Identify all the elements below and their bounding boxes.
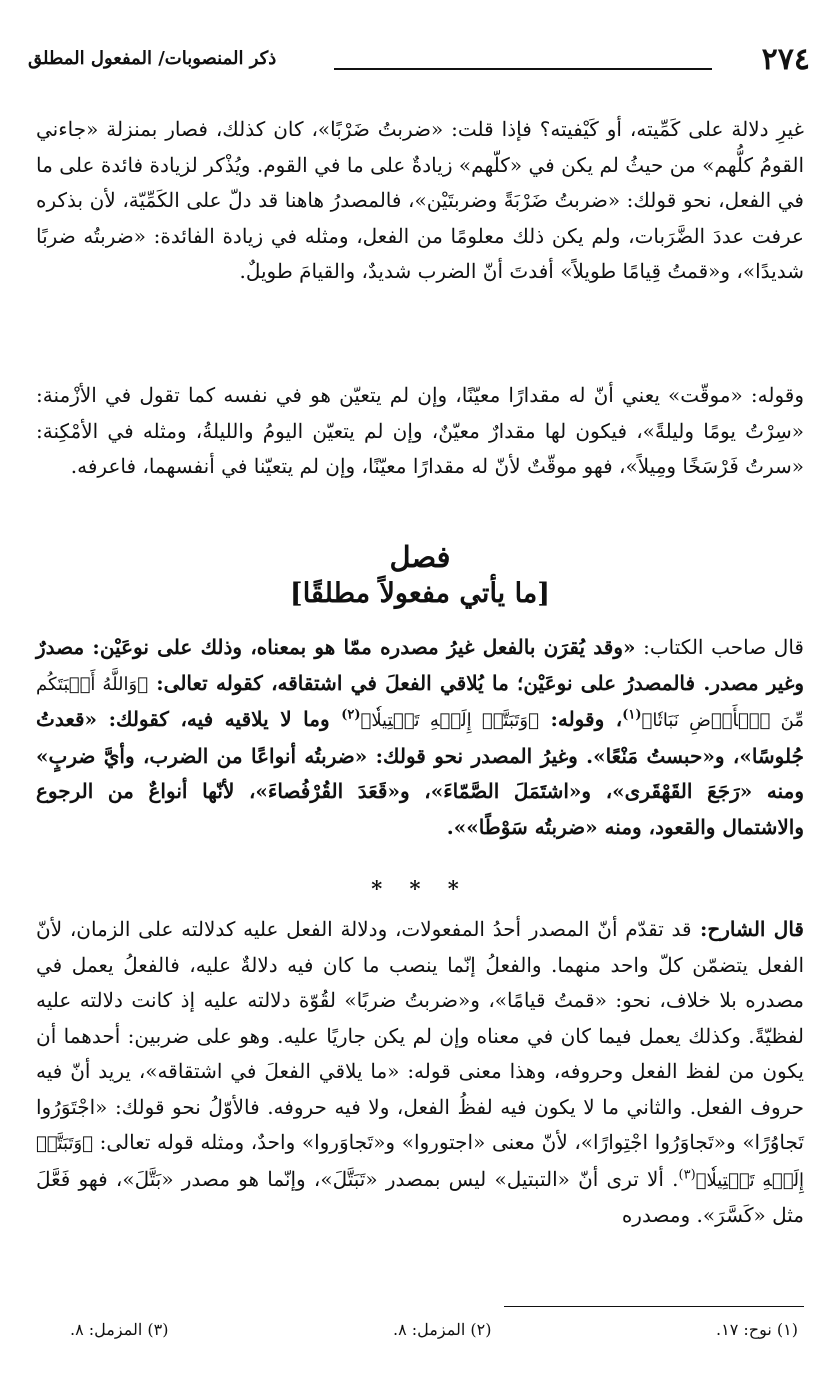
matn-text: ، وقوله: [538,707,623,731]
quran-verse: ﴿وَتَبَتَّلۡ إِلَيۡهِ تَبۡتِيلٗا﴾ [36,1133,804,1191]
footnote-ref: (٢) [341,707,361,723]
matn-paragraph [36,630,804,866]
quran-verse: ﴿وَاللَّهُ أَنۢبَتَكُم مِّنَ ٱلۡأَرۡضِ نَبَاتٗا﴾ [36,673,805,731]
section-title: فصل [389,540,451,574]
paragraph: وقوله: «موقّت» يعني أنّ له مقدارًا معيّنًا، وإن لم يتعيّن هو في نفسه كما تقول في الأزْمنة: «سِرْتُ يومًا وليلةً»، فيكون لها مقدارٌ معيّنٌ، وإن لم يتعيّن اليومُ والليلةُ، ومثله في الأمْكِنة: «سرتُ فَرْسَخًا ومِيلاً»، فهو موقّتٌ لأنّ له مقدارًا معيّنًا، وإن لم يتعيّنا في أنفسهما، فاعرفه. [36,383,804,478]
sharh-paragraph [36,912,804,1287]
footnote: (٣) المزمل: ٨. [70,1320,169,1339]
header-rule [334,68,712,70]
matn-text: وما لا يلاقيه فيه، كقولك: «قعدتُ جُلوسًا»، و«حبستُ مَنْعًا». وغيرُ المصدر نحو قولك: «ضربتُه أنواعًا من الضرب، وأيَّ ضربٍ» ومنه «رَجَعَ القَهْقَرى»، و«اشتَمَلَ الصَّمّاءَ»، و«قَعَدَ القُرْفُصاءَ»، لأنّها أنواعٌ من الرجوع والاشتمال والقعود، ومنه «ضربتُه سَوْطًا»». [36,707,804,839]
sharh-text: قد تقدّم أنّ المصدر أحدُ المفعولات، ودلالة الفعل عليه كدلالته على الزمان، لأنّ الفعل يتضمّن كلّ واحد منهما. والفعلُ إنّما ينصب ما كان فيه دلالةٌ عليه، فالفعلُ يعمل في مصدره بلا خلاف، نحو: «قمتُ قيامًا»، و«ضربتُ ضربًا» لقُوّة دلالته عليه إذ كانت دلالته عليه لفظيّةً. وكذلك يعمل فيما كان في معناه وإن لم يكن جاريًا عليه. وهو على ضربين: أحدهما أن يكون من لفظ الفعل وحروفه، وهذا معنى قوله: «ما يلاقي الفعلَ في اشتقاقه»، يريد أنّ فيه حروف الفعل. والثاني ما لا يكون فيه لفظُ الفعل، ولا فيه حروفه. فالأوّلُ نحو قولك: «اجْتَوَرُوا تَجاوُرًا» و«تَجاوَرُوا اجْتِوارًا»، لأنّ معنى «اجتوروا» و«تَجاوَروا» واحدٌ، ومثله قوله تعالى: [36,917,805,1154]
page-header [28,40,810,84]
running-head: ذكر المنصوبات/ المفعول المطلق [28,48,277,69]
footnote-ref: (١) [622,707,642,723]
sharh-lead: قال الشارح: [691,917,804,941]
sharh-text: . ألا ترى أنّ «التبتيل» ليس بمصدر «تَبَتَّلَ»، وإنّما هو مصدر «بَتَّلَ»، فهو فَعَّلَ مثل «كَسَّرَ». ومصدره [36,1166,804,1227]
footnote-rule [504,1306,804,1307]
matn-text: «وقد يُقرَن بالفعل غيرُ مصدره ممّا هو بمعناه، وذلك على نوعَيْن: مصدرٌ وغير مصدر. فالمصدرُ على نوعَيْن؛ ما يُلاقي الفعلَ في اشتقاقه، كقوله تعالى: [36,635,804,695]
footnote-ref: (٣) [678,1166,696,1182]
footnotes [70,1320,798,1339]
quran-verse: ﴿وَتَبَتَّلۡ إِلَيۡهِ تَبۡتِيلٗا﴾ [360,710,539,731]
paragraph: غيرِ دلالة على كَمِّيته، أو كَيْفيته؟ فإذا قلت: «ضربتُ ضَرْبًا»، كان كذلك، فصار بمنزلة «جاءني القومُ كلُّهم» من حيثُ لم يكن في «كلّهم» زيادةٌ على ما في القوم. ويُذْكر لزيادة فائدة على ما في الفعل، نحو قولك: «ضربتُ ضَرْبَةً وضربتَيْن»، فالمصدرُ هاهنا قد دلّ على الكَمِّيّة، لأن بذكره عرفت عددَ الضَّرَبات، ولم يكن ذلك معلومًا من الفعل، ومثله في زيادة الفائدة: «ضربتُه ضربًا شديدًا»، و«قمتُ قِيامًا طويلاً» أفدتَ أنّ الضرب شديدٌ، والقيامَ طويلٌ. [36,117,804,283]
matn-lead: قال صاحب الكتاب: [635,635,804,659]
section-separator: * * * [371,876,469,901]
page-number: ٢٧٤ [761,42,810,77]
section-subtitle: [ما يأتي مفعولاً مطلقًا] [289,578,551,609]
footnote: (١) نوح: ١٧. [716,1320,798,1339]
footnote: (٢) المزمل: ٨. [393,1320,492,1339]
page-body [36,112,804,1287]
